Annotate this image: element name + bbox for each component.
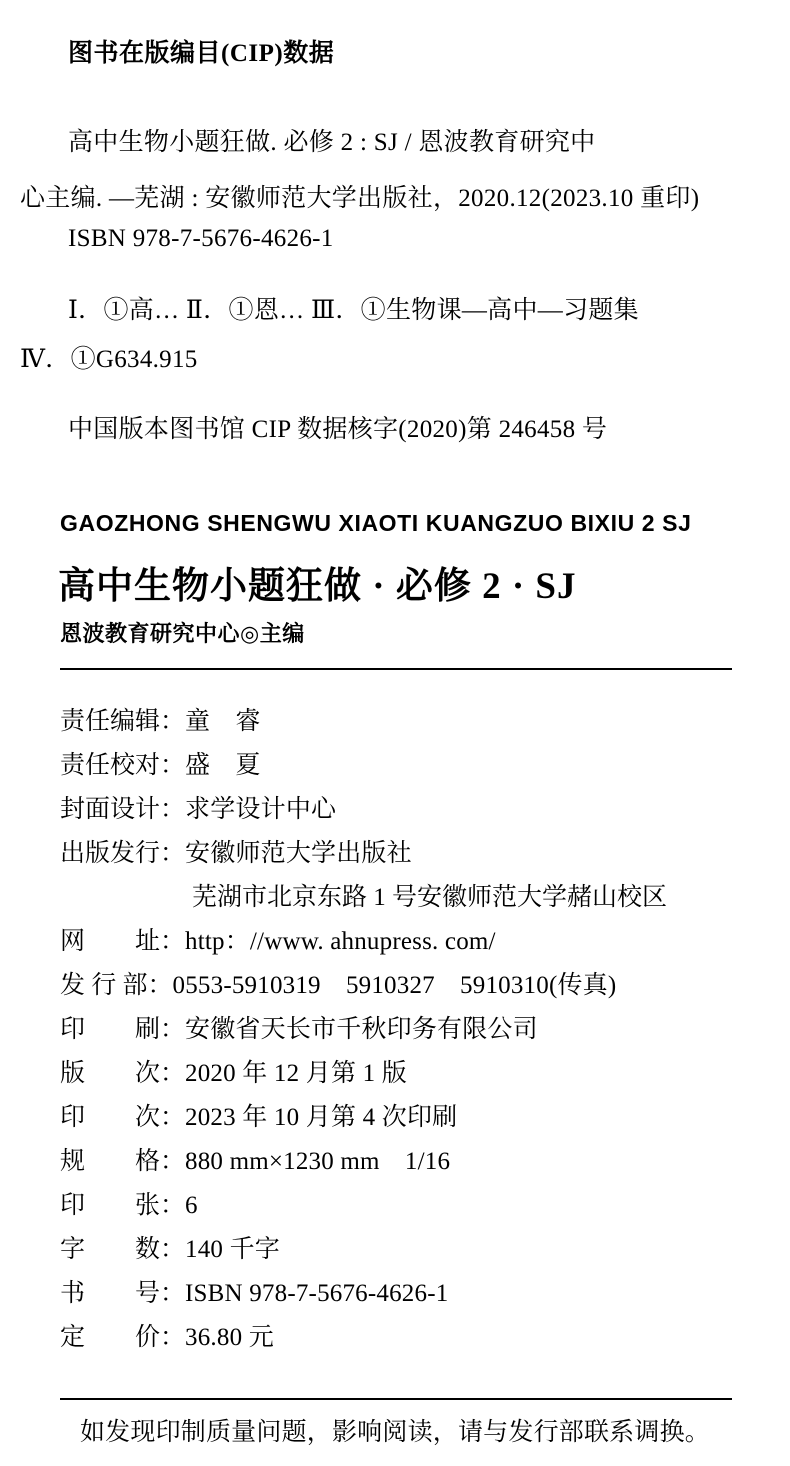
page-title: 高中生物小题狂做 · 必修 2 · SJ xyxy=(58,566,577,607)
colophon-label: 发 行 部： xyxy=(60,972,173,999)
colophon-row xyxy=(60,788,760,832)
colophon-label: 印 张： xyxy=(60,1192,186,1219)
colophon-value: 140 千字 xyxy=(185,1236,280,1263)
colophon-list xyxy=(60,700,760,1360)
colophon-row xyxy=(60,1228,760,1272)
colophon-label: 出版发行： xyxy=(60,840,186,867)
colophon-label: 印 次： xyxy=(60,1104,186,1131)
colophon-value: 0553-5910319 5910327 5910310(传真) xyxy=(172,972,617,999)
colophon-value: 36.80 元 xyxy=(185,1324,274,1351)
colophon-row xyxy=(60,744,760,788)
divider-top xyxy=(60,668,732,670)
cip-line: 高中生物小题狂做. 必修 2 : SJ / 恩波教育研究中 xyxy=(68,129,596,156)
cip-heading: 图书在版编目(CIP)数据 xyxy=(68,40,335,67)
colophon-value: http：//www. ahnupress. com/ xyxy=(185,928,496,955)
pinyin-title: GAOZHONG SHENGWU XIAOTI KUANGZUO BIXIU 2 SJ xyxy=(60,510,692,536)
colophon-row xyxy=(60,1184,760,1228)
cip-line: 心主编. —芜湖 : 安徽师范大学出版社，2020.12(2023.10 重印) xyxy=(20,185,700,212)
colophon-address: 芜湖市北京东路 1 号安徽师范大学赭山校区 xyxy=(192,884,668,911)
colophon-value: 盛 夏 xyxy=(185,752,261,779)
colophon-value: 童 睿 xyxy=(185,708,261,735)
colophon-row xyxy=(60,700,760,744)
colophon-label: 版 次： xyxy=(60,1060,186,1087)
colophon-value: 2023 年 10 月第 4 次印刷 xyxy=(185,1104,458,1131)
colophon-row xyxy=(60,964,760,1008)
colophon-label: 规 格： xyxy=(60,1148,186,1175)
colophon-label: 封面设计： xyxy=(60,796,186,823)
colophon-label: 网 址： xyxy=(60,928,186,955)
colophon-value: 880 mm×1230 mm 1/16 xyxy=(185,1148,451,1175)
colophon-label: 责任编辑： xyxy=(60,708,186,735)
colophon-label: 字 数： xyxy=(60,1236,186,1263)
quality-notice: 如发现印制质量问题，影响阅读，请与发行部联系调换。 xyxy=(79,1419,710,1446)
colophon-value: 6 xyxy=(185,1192,198,1219)
colophon-row xyxy=(60,920,760,964)
colophon-row xyxy=(60,1316,760,1360)
cip-isbn-line: ISBN 978-7-5676-4626-1 xyxy=(68,225,334,252)
colophon-label: 责任校对： xyxy=(60,752,186,779)
colophon-row xyxy=(60,1272,760,1316)
cip-classification-line: Ⅳ．①G634.915 xyxy=(20,346,198,373)
colophon-label: 印 刷： xyxy=(60,1016,186,1043)
colophon-label: 书 号： xyxy=(60,1280,186,1307)
colophon-row xyxy=(60,1008,760,1052)
colophon-value: ISBN 978-7-5676-4626-1 xyxy=(185,1280,449,1307)
divider-bottom xyxy=(60,1398,732,1400)
cip-classification-line: Ⅰ．①高… Ⅱ．①恩… Ⅲ．①生物课—高中—习题集 xyxy=(68,297,639,324)
colophon-row xyxy=(60,832,760,876)
colophon-label: 定 价： xyxy=(60,1324,186,1351)
cip-record-number: 中国版本图书馆 CIP 数据核字(2020)第 246458 号 xyxy=(68,416,608,443)
colophon-value: 安徽省天长市千秋印务有限公司 xyxy=(185,1016,538,1043)
colophon-row xyxy=(60,1052,760,1096)
colophon-row xyxy=(60,1096,760,1140)
colophon-value: 安徽师范大学出版社 xyxy=(185,840,412,867)
editor-credit: 恩波教育研究中心◎主编 xyxy=(60,621,305,646)
colophon-value: 2020 年 12 月第 1 版 xyxy=(185,1060,407,1087)
colophon-value: 求学设计中心 xyxy=(185,796,337,823)
colophon-row xyxy=(60,1140,760,1184)
